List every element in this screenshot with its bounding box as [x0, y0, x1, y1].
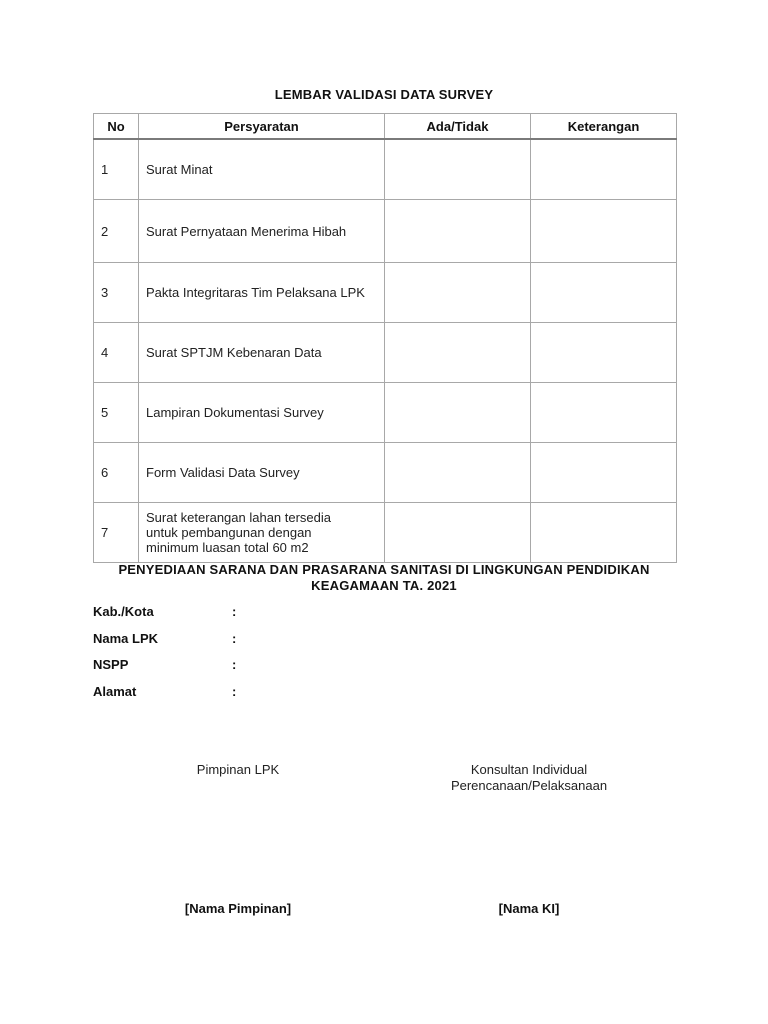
header-ada-tidak: Ada/Tidak	[385, 114, 531, 140]
cell-no: 2	[94, 200, 139, 263]
cell-keterangan[interactable]	[531, 139, 677, 200]
cell-persyaratan: Surat keterangan lahan tersedia untuk pembangunan dengan minimum luasan total 60 m2	[139, 503, 385, 563]
header-no: No	[94, 114, 139, 140]
signature-right-name: [Nama KI]	[498, 901, 560, 916]
table-row	[94, 443, 677, 503]
cell-keterangan[interactable]	[531, 200, 677, 263]
cell-no: 3	[94, 263, 139, 323]
signature-left-role: Pimpinan LPK	[196, 762, 280, 777]
table-header-row	[94, 114, 677, 140]
cell-persyaratan: Form Validasi Data Survey	[139, 443, 385, 503]
signature-left-name: [Nama Pimpinan]	[184, 901, 292, 916]
field-colon: :	[232, 604, 237, 619]
cell-ada-tidak[interactable]	[385, 200, 531, 263]
cell-keterangan[interactable]	[531, 383, 677, 443]
cell-keterangan[interactable]	[531, 503, 677, 563]
info-fields	[93, 604, 242, 710]
field-colon: :	[232, 630, 237, 646]
cell-no: 4	[94, 323, 139, 383]
cell-ada-tidak[interactable]	[385, 383, 531, 443]
field-label: NSPP	[93, 657, 129, 672]
table-row	[94, 263, 677, 323]
cell-persyaratan: Pakta Integritaras Tim Pelaksana LPK	[139, 263, 385, 323]
field-label: Nama LPK	[93, 630, 159, 646]
signature-right-role	[419, 762, 639, 794]
requirements-table	[93, 113, 677, 563]
cell-persyaratan: Surat SPTJM Kebenaran Data	[139, 323, 385, 383]
field-colon: :	[232, 657, 237, 672]
header-keterangan: Keterangan	[531, 114, 677, 140]
cell-ada-tidak[interactable]	[385, 263, 531, 323]
field-nama-lpk	[93, 631, 242, 658]
cell-ada-tidak[interactable]	[385, 443, 531, 503]
field-label: Alamat	[93, 683, 137, 699]
field-kab-kota	[93, 604, 242, 631]
header-persyaratan: Persyaratan	[139, 114, 385, 140]
table-row	[94, 323, 677, 383]
field-alamat	[93, 684, 242, 711]
cell-ada-tidak[interactable]	[385, 139, 531, 200]
document-title: LEMBAR VALIDASI DATA SURVEY	[274, 87, 494, 102]
field-nspp	[93, 657, 242, 684]
table-row	[94, 139, 677, 200]
table-row	[94, 503, 677, 563]
cell-keterangan[interactable]	[531, 323, 677, 383]
table-row	[94, 200, 677, 263]
cell-persyaratan: Lampiran Dokumentasi Survey	[139, 383, 385, 443]
field-label: Kab./Kota	[93, 604, 154, 619]
signature-right-role-line1: Konsultan Individual	[470, 762, 588, 777]
cell-no: 7	[94, 503, 139, 563]
cell-ada-tidak[interactable]	[385, 323, 531, 383]
cell-no: 5	[94, 383, 139, 443]
field-colon: :	[232, 683, 237, 699]
cell-no: 6	[94, 443, 139, 503]
cell-persyaratan: Surat Minat	[139, 139, 385, 200]
signature-right-role-line2: Perencanaan/Pelaksanaan	[450, 778, 608, 793]
cell-ada-tidak[interactable]	[385, 503, 531, 563]
cell-persyaratan: Surat Pernyataan Menerima Hibah	[139, 200, 385, 263]
document-subtitle: PENYEDIAAN SARANA DAN PRASARANA SANITASI DI LINGKUNGAN PENDIDIKAN KEAGAMAAN TA. 2021	[118, 562, 650, 593]
table-row	[94, 383, 677, 443]
cell-keterangan[interactable]	[531, 443, 677, 503]
cell-keterangan[interactable]	[531, 263, 677, 323]
cell-no: 1	[94, 139, 139, 200]
